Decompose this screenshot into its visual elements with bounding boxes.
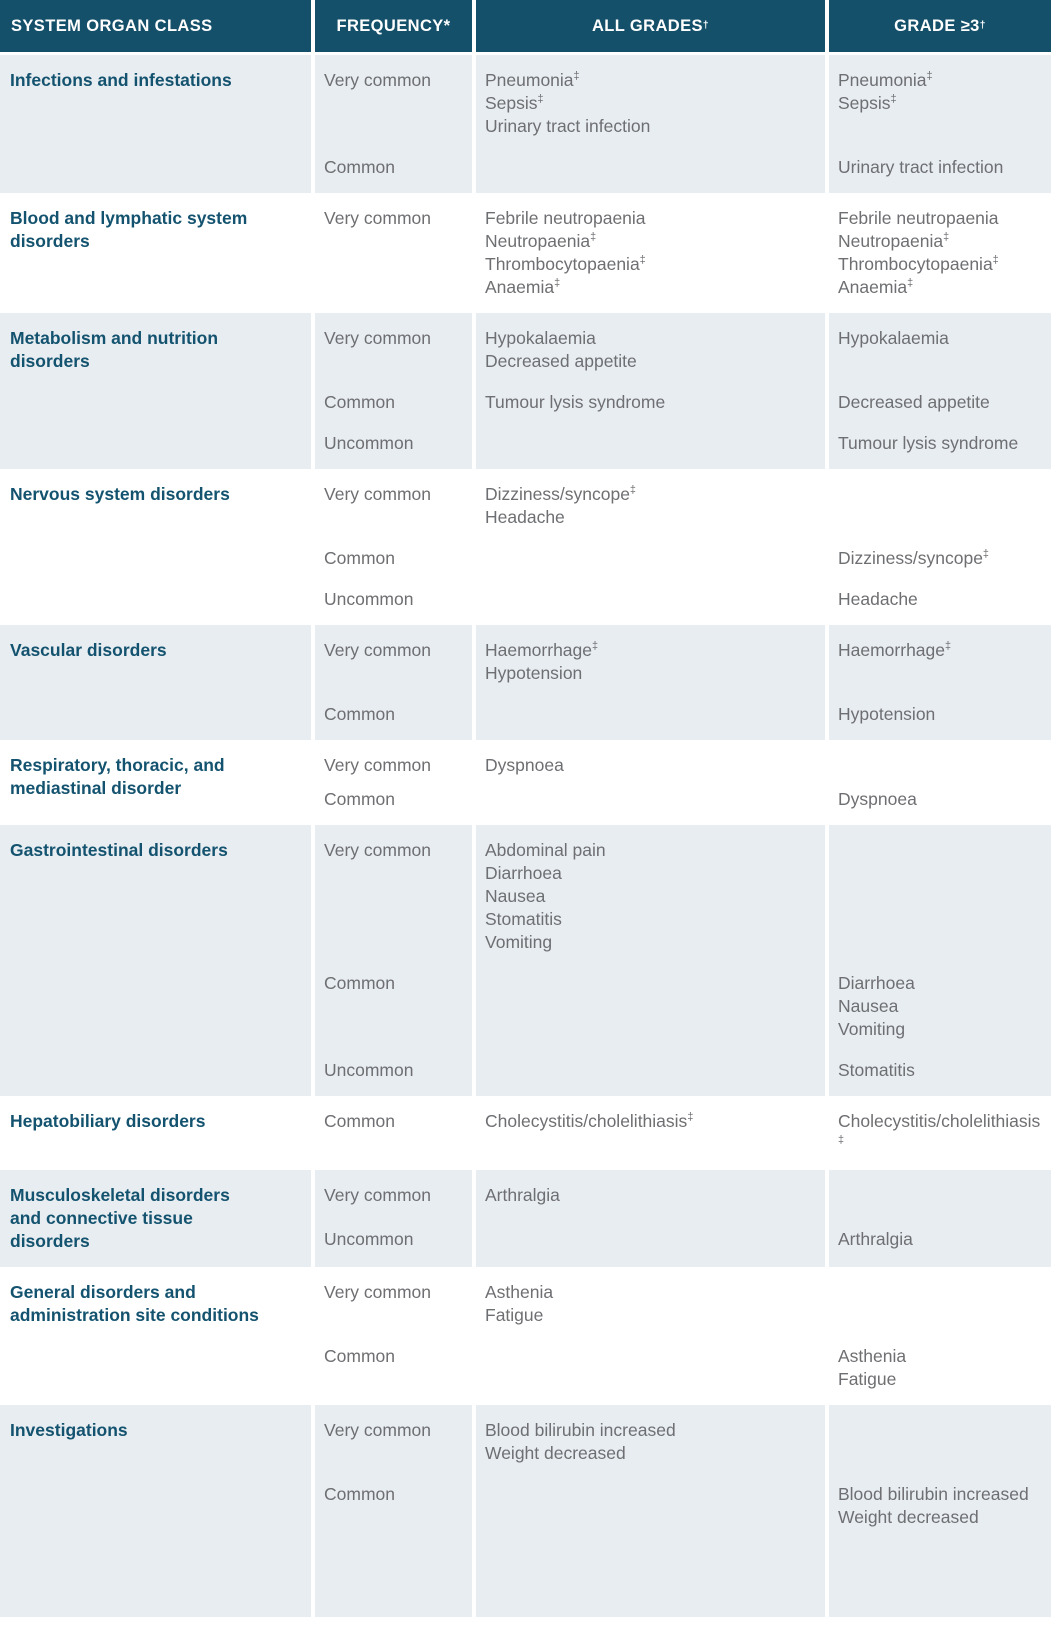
frequency-label: Very common <box>315 740 472 777</box>
all-grades-cell <box>476 1170 825 1210</box>
adverse-event: Thrombocytopaenia‡ <box>485 254 646 274</box>
frequency-label: Uncommon <box>315 570 472 625</box>
grade3-cell <box>829 1096 1051 1170</box>
organ-class-group <box>0 1096 1051 1170</box>
adverse-event: Sepsis‡ <box>838 93 897 113</box>
all-grades-cell <box>476 313 825 373</box>
organ-class-group <box>0 55 1051 193</box>
grade3-cell <box>829 469 1051 529</box>
table-body <box>0 55 1051 1617</box>
grade3-cell <box>829 954 1051 1041</box>
adverse-event: Hypotension <box>485 663 583 683</box>
adverse-event: Dyspnoea <box>838 789 917 809</box>
adverse-event: Fatigue <box>838 1369 897 1389</box>
frequency-label: Very common <box>315 1267 472 1327</box>
adverse-event: Asthenia <box>838 1346 907 1366</box>
frequency-label: Uncommon <box>315 414 472 469</box>
adverse-event: Hypokalaemia <box>485 328 596 348</box>
adverse-event: Arthralgia <box>485 1185 560 1205</box>
grade3-cell <box>829 55 1051 138</box>
adverse-event: Pneumonia‡ <box>838 70 933 90</box>
adverse-event: Haemorrhage‡ <box>485 640 599 660</box>
adverse-event: Stomatitis <box>838 1060 915 1080</box>
organ-class-group <box>0 1405 1051 1617</box>
grade3-cell <box>829 1465 1051 1617</box>
column-header-grade-3: GRADE ≥3 † <box>829 0 1051 52</box>
all-grades-cell <box>476 777 825 825</box>
adverse-event: Cholecystitis/cholelithiasis‡ <box>838 1111 1041 1147</box>
all-grades-cell <box>476 1096 825 1170</box>
all-grades-cell <box>476 469 825 529</box>
adverse-event: Nausea <box>838 996 899 1016</box>
organ-class-group <box>0 193 1051 313</box>
column-header-system-organ-class: SYSTEM ORGAN CLASS <box>0 0 311 52</box>
adverse-event: Hypokalaemia <box>838 328 949 348</box>
adverse-event: Blood bilirubin increased <box>485 1420 676 1440</box>
all-grades-cell <box>476 1405 825 1465</box>
frequency-label: Common <box>315 1465 472 1617</box>
frequency-label: Common <box>315 529 472 570</box>
grade3-cell <box>829 777 1051 825</box>
frequency-label: Common <box>315 1327 472 1405</box>
frequency-label: Very common <box>315 469 472 529</box>
organ-class-title: Metabolism and nutrition disorders <box>0 313 311 469</box>
adverse-event: Fatigue <box>485 1305 544 1325</box>
grade3-cell <box>829 138 1051 193</box>
all-grades-cell <box>476 414 825 469</box>
adverse-event: Weight decreased <box>838 1507 979 1527</box>
adverse-event: Headache <box>485 507 565 527</box>
adverse-event: Thrombocytopaenia‡ <box>838 254 999 274</box>
grade3-cell <box>829 570 1051 625</box>
organ-class-title: Investigations <box>0 1405 311 1617</box>
all-grades-cell <box>476 1210 825 1268</box>
all-grades-cell <box>476 138 825 193</box>
frequency-label: Very common <box>315 625 472 685</box>
all-grades-cell <box>476 1465 825 1617</box>
all-grades-cell <box>476 193 825 313</box>
all-grades-cell <box>476 373 825 414</box>
grade3-cell <box>829 1267 1051 1327</box>
column-header-all-grades: ALL GRADES † <box>476 0 825 52</box>
grade3-cell <box>829 1405 1051 1465</box>
organ-class-title: Musculoskeletal disorders and connective tissue disorders <box>0 1170 311 1267</box>
frequency-label: Common <box>315 373 472 414</box>
grade3-cell <box>829 685 1051 740</box>
grade3-cell <box>829 1170 1051 1210</box>
frequency-label: Common <box>315 138 472 193</box>
organ-class-title: Vascular disorders <box>0 625 311 740</box>
organ-class-title: Nervous system disorders <box>0 469 311 625</box>
grade3-cell <box>829 1210 1051 1268</box>
adverse-event: Sepsis‡ <box>485 93 544 113</box>
all-grades-cell <box>476 740 825 777</box>
all-grades-cell <box>476 954 825 1041</box>
frequency-label: Very common <box>315 55 472 138</box>
organ-class-group <box>0 1267 1051 1405</box>
adverse-event: Asthenia <box>485 1282 554 1302</box>
adverse-event: Urinary tract infection <box>485 116 651 136</box>
all-grades-cell <box>476 625 825 685</box>
frequency-label: Very common <box>315 825 472 954</box>
all-grades-cell <box>476 825 825 954</box>
table-header-row <box>0 0 1051 52</box>
adverse-event: Haemorrhage‡ <box>838 640 952 660</box>
grade3-cell <box>829 625 1051 685</box>
grade3-cell <box>829 414 1051 469</box>
adverse-event: Weight decreased <box>485 1443 626 1463</box>
adverse-event: Febrile neutropaenia <box>485 208 646 228</box>
adverse-event: Diarrhoea <box>838 973 915 993</box>
frequency-label: Common <box>315 685 472 740</box>
adverse-event: Neutropaenia‡ <box>485 231 597 251</box>
adverse-event: Urinary tract infection <box>838 157 1004 177</box>
frequency-label: Very common <box>315 313 472 373</box>
adverse-event: Headache <box>838 589 918 609</box>
adverse-event: Arthralgia <box>838 1228 913 1249</box>
grade3-cell <box>829 373 1051 414</box>
grade3-cell <box>829 1327 1051 1405</box>
frequency-label: Very common <box>315 1170 472 1210</box>
organ-class-group <box>0 313 1051 469</box>
all-grades-cell <box>476 1327 825 1405</box>
adverse-event: Blood bilirubin increased <box>838 1484 1029 1504</box>
organ-class-title: Gastrointestinal disorders <box>0 825 311 1096</box>
column-header-frequency: FREQUENCY* <box>315 0 472 52</box>
adverse-event: Stomatitis <box>485 909 562 929</box>
adverse-event: Pneumonia‡ <box>485 70 580 90</box>
all-grades-cell <box>476 685 825 740</box>
adverse-event: Nausea <box>485 886 546 906</box>
adverse-event: Tumour lysis syndrome <box>838 433 1019 453</box>
frequency-label: Common <box>315 777 472 825</box>
grade3-cell <box>829 740 1051 777</box>
adverse-event: Tumour lysis syndrome <box>485 392 666 412</box>
organ-class-title: Respiratory, thoracic, and mediastinal disorder <box>0 740 311 825</box>
grade3-cell <box>829 1041 1051 1096</box>
frequency-label: Very common <box>315 193 472 313</box>
all-grades-cell <box>476 529 825 570</box>
adverse-event: Vomiting <box>838 1019 906 1039</box>
organ-class-group <box>0 469 1051 625</box>
organ-class-group <box>0 740 1051 825</box>
adverse-event: Abdominal pain <box>485 840 606 860</box>
grade3-cell <box>829 825 1051 954</box>
adverse-event: Hypotension <box>838 704 936 724</box>
adverse-event: Febrile neutropaenia <box>838 208 999 228</box>
adverse-event: Anaemia‡ <box>485 277 561 297</box>
adverse-event: Dizziness/syncope‡ <box>485 484 636 504</box>
grade3-cell <box>829 529 1051 570</box>
grade3-cell <box>829 193 1051 313</box>
all-grades-cell <box>476 1041 825 1096</box>
organ-class-title: Blood and lymphatic system disorders <box>0 193 311 313</box>
all-grades-cell <box>476 1267 825 1327</box>
adverse-event: Anaemia‡ <box>838 277 914 297</box>
adverse-event: Decreased appetite <box>838 392 990 412</box>
adverse-event: Neutropaenia‡ <box>838 231 950 251</box>
all-grades-cell <box>476 570 825 625</box>
frequency-label: Common <box>315 954 472 1041</box>
frequency-label: Uncommon <box>315 1041 472 1096</box>
organ-class-title: Infections and infestations <box>0 55 311 193</box>
frequency-label: Uncommon <box>315 1210 472 1268</box>
adverse-event: Diarrhoea <box>485 863 562 883</box>
adverse-event: Dyspnoea <box>485 755 564 775</box>
organ-class-group <box>0 625 1051 740</box>
frequency-label: Common <box>315 1096 472 1170</box>
frequency-label: Very common <box>315 1405 472 1465</box>
adverse-event: Dizziness/syncope‡ <box>838 548 989 568</box>
adverse-event: Cholecystitis/cholelithiasis‡ <box>485 1111 694 1131</box>
adverse-event: Decreased appetite <box>485 351 637 371</box>
organ-class-group <box>0 825 1051 1096</box>
grade3-cell <box>829 313 1051 373</box>
organ-class-group <box>0 1170 1051 1267</box>
all-grades-cell <box>476 55 825 138</box>
organ-class-title: General disorders and administration site conditions <box>0 1267 311 1405</box>
adverse-event: Vomiting <box>485 932 553 952</box>
organ-class-title: Hepatobiliary disorders <box>0 1096 311 1170</box>
